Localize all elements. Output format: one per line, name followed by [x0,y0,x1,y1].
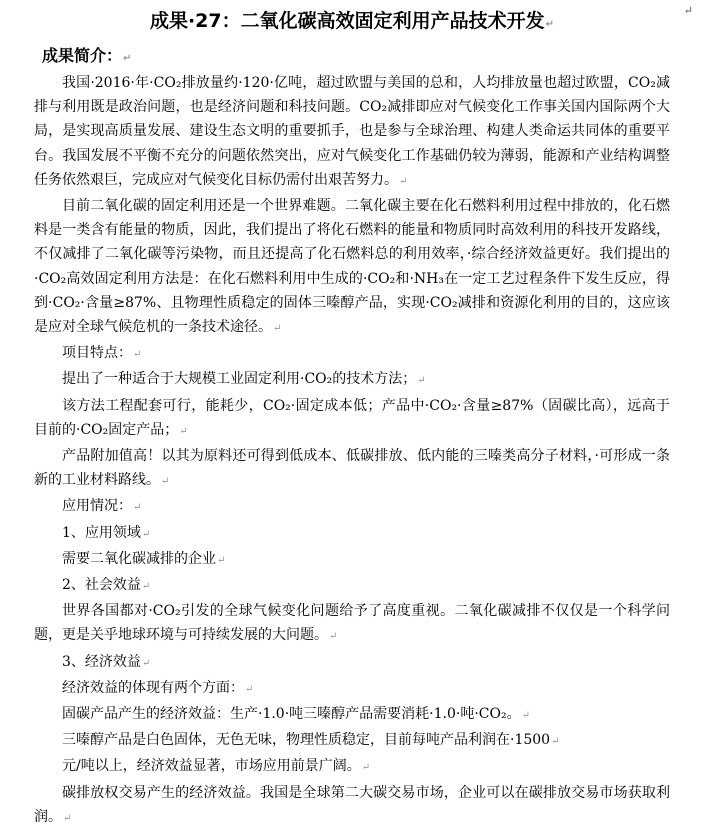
paragraph-mark: ↵ [141,657,151,669]
paragraph-2: 目前二氧化碳的固定利用还是一个世界难题。二氧化碳主要在化石燃料利用过程中排放的，化石燃料是一类含有能量的物质，因此，我们提出了将化石燃料的能量和物质同时高效利用的科技开发路线，不仅减排了二氧化碳等污染物，而且还提高了化石燃料总的利用效率，·综合经济效益更好。我们提出的·CO₂高效固定利用方法是：在化石燃料利用中生成的·CO₂和·NH₃在一定工艺过程条件下发生反应，得到·CO₂·含量≥87%、且物理性质稳定的固体三嗪醇产品，实现·CO₂减排和资源化利用的目的，这应该是应对全球气候危机的一条技术途径。↵ [34,198,670,336]
social-benefit-heading: 2、社会效益↵ [62,577,151,594]
paragraph-mark: ↵ [551,736,560,748]
economic-benefit-item-3: 碳排放权交易产生的经济效益。我国是全球第二大碳交易市场，企业可以在碳排放交易市场获取利润。↵ [34,784,670,825]
application-heading: 应用情况：↵ [62,498,142,515]
section-heading [42,44,670,71]
paragraph-mark: ↵ [141,528,151,540]
document-title [34,6,670,40]
paragraph-mark: ↵ [63,812,72,824]
paragraph-mark: ↵ [273,323,282,335]
feature-2: 该方法工程配套可行，能耗少，CO₂·固定成本低；产品中·CO₂·含量≥87%（固碳比高），远高于目前的·CO₂固定产品；↵ [34,397,670,438]
paragraph-mark: ↵ [161,476,170,488]
application-field-text: 需要二氧化碳减排的企业↵ [62,550,226,567]
paragraph-mark: ↵ [417,375,426,387]
paragraph-mark: ↵ [217,554,226,566]
economic-benefit-item-2-cont: 元/吨以上，经济效益显著，市场应用前景广阔。↵ [62,758,371,775]
paragraph-mark: ↵ [133,349,142,361]
paragraph-mark: ↵ [521,710,530,722]
corner-mark: ↵ [683,4,693,17]
paragraph-mark: ↵ [141,581,151,593]
paragraph-mark: ↵ [329,631,338,643]
economic-benefit-item-1: 固碳产品产生的经济效益：生产·1.0·吨三嗪醇产品需要消耗·1.0·吨·CO₂。↵ [62,706,530,723]
title-text: 成果·27：二氧化碳高效固定利用产品技术开发 [149,10,545,32]
economic-benefit-item-2: 三嗪醇产品是白色固体，无色无味，物理性质稳定，目前每吨产品利润在·1500↵ [62,732,560,749]
economic-benefit-intro: 经济效益的体现有两个方面：↵ [62,679,254,696]
feature-1: 提出了一种适合于大规模工业固定利用·CO₂的技术方法；↵ [62,371,426,388]
paragraph-mark: ↵ [399,175,408,187]
paragraph-1: 我国·2016·年·CO₂排放量约·120·亿吨，超过欧盟与美国的总和，人均排放量也超过欧盟，CO₂减排与利用既是政治问题，也是经济问题和科技问题。CO₂减排即应对气候变化工作事关国内国际两个大局，是实现高质量发展、建设生态文明的重要抓手，也是参与全球治理、构建人类命运共同体的重要平台。我国发展不平衡不充分的问题依然突出，应对气候变化工作基础仍较为薄弱，能源和产业结构调整任务依然艰巨，完成应对气候变化目标仍需付出艰苦努力。↵ [34,75,670,188]
project-features-heading: 项目特点：↵ [62,345,142,362]
application-field-heading: 1、应用领域↵ [62,524,151,541]
document-page [34,6,670,831]
paragraph-mark: ↵ [245,683,254,695]
economic-benefit-heading: 3、经济效益↵ [62,653,151,670]
feature-3: 产品附加值高！以其为原料还可得到低成本、低碳排放、低内能的三嗪类高分子材料，·可形成一条新的工业材料路线。↵ [34,448,670,489]
paragraph-mark: ↵ [179,425,188,437]
social-benefit-text: 世界各国都对·CO₂引发的全球气候变化问题给予了高度重视。二氧化碳减排不仅仅是一个科学问题，更是关乎地球环境与可持续发展的大问题。↵ [34,603,670,644]
paragraph-mark: ↵ [545,19,555,30]
paragraph-mark: ↵ [361,762,371,774]
paragraph-mark: ↵ [123,53,132,64]
paragraph-mark: ↵ [133,502,142,514]
section-heading-text: 成果简介： [42,46,123,65]
